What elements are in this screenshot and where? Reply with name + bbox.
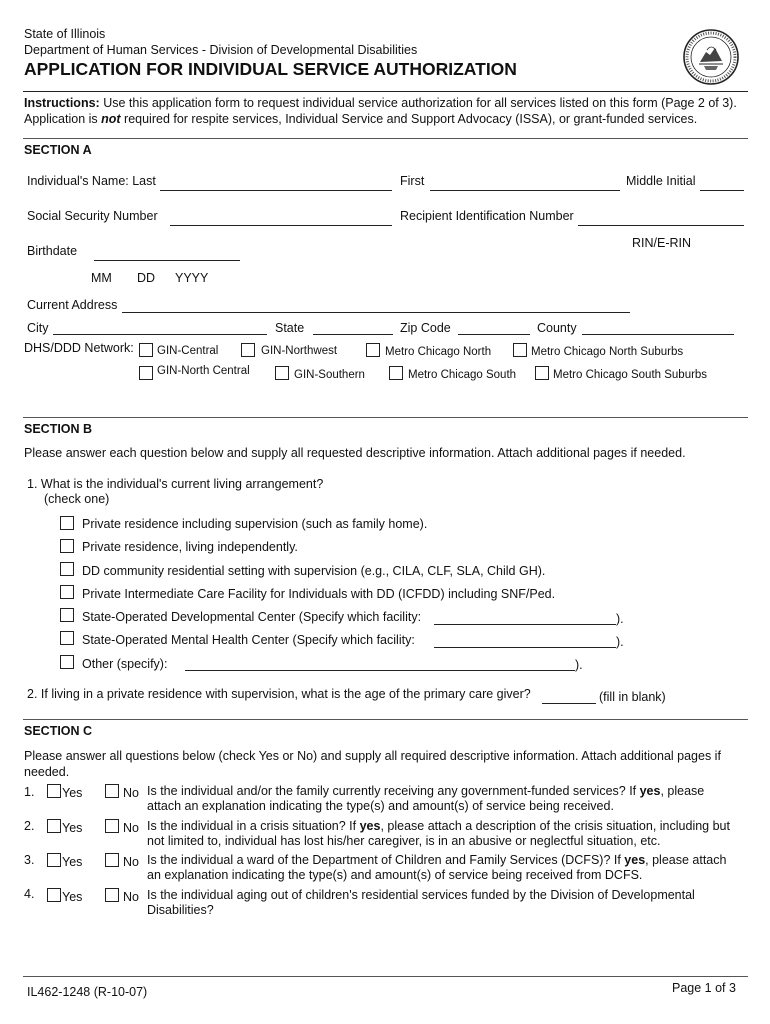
c-question-1-text-2: attach an explanation indicating the type(s) and amount(s) of service being received.: [147, 799, 614, 813]
birthdate-dd: DD: [137, 271, 156, 285]
question-1: 1. What is the individual's current living arrangement?: [27, 477, 324, 491]
section-a-heading: SECTION A: [24, 143, 92, 157]
instructions-line2-post: required for respite services, Individual Service and Support Advocacy (ISSA), or grant-funded services.: [120, 112, 698, 126]
network-checkbox-gin-southern[interactable]: [275, 366, 289, 380]
fill-in-blank-label: (fill in blank): [599, 690, 666, 704]
c-question-1-no-label: No: [123, 786, 139, 800]
network-metro-north-label: Metro Chicago North: [385, 346, 492, 358]
c-question-2-number: 2.: [24, 819, 35, 833]
address-field[interactable]: [122, 312, 630, 313]
c-question-2-text-a: Is the individual in a crisis situation? If: [147, 819, 360, 833]
c-question-1-no-checkbox[interactable]: [105, 784, 119, 798]
page-number: Page 1 of 3: [672, 981, 736, 995]
state-name: State of Illinois: [24, 27, 106, 41]
c-question-3-yes-label: Yes: [62, 855, 83, 869]
living-option-3-label: DD community residential setting with supervision (e.g., CILA, CLF, SLA, Child GH).: [82, 564, 546, 578]
c-question-3-text-c: , please attach: [645, 853, 727, 867]
living-option-1-checkbox[interactable]: [60, 516, 74, 530]
living-option-3-checkbox[interactable]: [60, 562, 74, 576]
c-question-1-yes-emphasis: yes: [639, 784, 661, 798]
birthdate-label: Birthdate: [27, 244, 78, 258]
c-question-1-text: [147, 784, 704, 798]
county-label: County: [537, 321, 577, 335]
network-checkbox-gin-northwest[interactable]: [241, 343, 255, 357]
network-checkbox-metro-north-suburbs[interactable]: [513, 343, 527, 357]
c-question-3-yes-emphasis: yes: [624, 853, 646, 867]
instructions-line2-pre: Application is: [24, 112, 102, 126]
other-specify-field[interactable]: [185, 670, 575, 671]
c-question-3-no-checkbox[interactable]: [105, 853, 119, 867]
living-option-5-label: State-Operated Developmental Center (Specify which facility:: [82, 610, 422, 624]
network-label: DHS/DDD Network:: [24, 341, 134, 355]
question-2: 2. If living in a private residence with supervision, what is the age of the primary care giver?: [27, 687, 531, 701]
living-option-1-label: Private residence including supervision (such as family home).: [82, 517, 428, 531]
instructions-emphasis: not: [101, 112, 121, 126]
address-label: Current Address: [27, 298, 118, 312]
c-question-2-text-c: , please attach a description of the crisis situation, including but: [380, 819, 730, 833]
network-checkbox-metro-south-suburbs[interactable]: [535, 366, 549, 380]
living-option-6-label: State-Operated Mental Health Center (Specify which facility:: [82, 633, 415, 647]
question-1-sub: (check one): [44, 492, 110, 506]
network-metro-north-suburbs-label: Metro Chicago North Suburbs: [531, 346, 684, 358]
c-question-2-yes-checkbox[interactable]: [47, 819, 61, 833]
c-question-4-text-2: Disabilities?: [147, 903, 214, 917]
caregiver-age-field[interactable]: [542, 703, 596, 704]
birthdate-yyyy: YYYY: [175, 271, 209, 285]
c-question-1-yes-checkbox[interactable]: [47, 784, 61, 798]
c-question-1-number: 1.: [24, 785, 35, 799]
network-gin-north-central-label: GIN-North Central: [157, 365, 250, 377]
network-gin-northwest-label: GIN-Northwest: [261, 345, 338, 357]
developmental-center-field[interactable]: [434, 624, 616, 625]
c-question-1-text-a: Is the individual and/or the family currently receiving any government-funded services? If: [147, 784, 640, 798]
instructions-text: Use this application form to request individual service authorization for all services listed on this form (Page 2 of 3).: [103, 96, 737, 110]
network-checkbox-gin-north-central[interactable]: [139, 366, 153, 380]
c-question-4-text: Is the individual aging out of children's residential services funded by the Division of Developmental: [147, 888, 695, 902]
network-checkbox-metro-chicago-south[interactable]: [389, 366, 403, 380]
close-paren-2: ).: [616, 635, 624, 649]
c-question-1-text-c: , please: [660, 784, 705, 798]
c-question-2-yes-label: Yes: [62, 821, 83, 835]
c-question-2-no-checkbox[interactable]: [105, 819, 119, 833]
c-question-3-text-2: an explanation indicating the type(s) and amount(s) of service being received from DCFS.: [147, 868, 643, 882]
c-question-4-no-checkbox[interactable]: [105, 888, 119, 902]
network-checkbox-metro-chicago-north[interactable]: [366, 343, 380, 357]
network-metro-south-suburbs-label: Metro Chicago South Suburbs: [553, 369, 708, 381]
c-question-2-no-label: No: [123, 821, 139, 835]
birthdate-mm: MM: [91, 271, 112, 285]
department-name: Department of Human Services - Division of Developmental Disabilities: [24, 43, 418, 57]
last-name-field[interactable]: [160, 190, 392, 191]
network-checkbox-gin-central[interactable]: [139, 343, 153, 357]
state-seal-image: [682, 28, 740, 86]
section-b-intro: Please answer each question below and supply all requested descriptive information. Attach additional pages if needed.: [24, 446, 686, 460]
recipient-id-label: Recipient Identification Number: [400, 209, 574, 223]
c-question-2-text: [147, 819, 730, 833]
ssn-field[interactable]: [170, 225, 392, 226]
ssn-label: Social Security Number: [27, 209, 158, 223]
zip-field[interactable]: [458, 334, 530, 335]
middle-initial-field[interactable]: [700, 190, 744, 191]
c-question-3-no-label: No: [123, 855, 139, 869]
state-field[interactable]: [313, 334, 393, 335]
c-question-4-number: 4.: [24, 887, 35, 901]
living-option-4-label: Private Intermediate Care Facility for Individuals with DD (ICFDD) including SNF/Ped.: [82, 587, 556, 601]
c-question-3-text: [147, 853, 726, 867]
page-title: APPLICATION FOR INDIVIDUAL SERVICE AUTHORIZATION: [24, 59, 517, 79]
living-option-7-checkbox[interactable]: [60, 655, 74, 669]
living-option-6-checkbox[interactable]: [60, 631, 74, 645]
rin-label: RIN/E-RIN: [632, 236, 692, 250]
c-question-2-text-2: not limited to, individual has lost his/her caregiver, is in an abusive or neglectful situation, etc.: [147, 834, 661, 848]
city-label: City: [27, 321, 49, 335]
first-name-field[interactable]: [430, 190, 620, 191]
section-c-intro-1: Please answer all questions below (check Yes or No) and supply all required descriptive information. Attach additional pages if: [24, 749, 721, 763]
mental-health-center-field[interactable]: [434, 647, 616, 648]
instructions-label: Instructions:: [24, 96, 100, 110]
birthdate-field[interactable]: [94, 260, 240, 261]
form-id: IL462-1248 (R-10-07): [27, 985, 148, 999]
living-option-7-label: Other (specify):: [82, 657, 168, 671]
recipient-id-field[interactable]: [578, 225, 744, 226]
section-c-intro-2: needed.: [24, 765, 70, 779]
living-option-4-checkbox[interactable]: [60, 585, 74, 599]
c-question-2-yes-emphasis: yes: [359, 819, 381, 833]
c-question-4-yes-label: Yes: [62, 890, 83, 904]
c-question-3-yes-checkbox[interactable]: [47, 853, 61, 867]
network-metro-south-label: Metro Chicago South: [408, 369, 517, 381]
c-question-1-yes-label: Yes: [62, 786, 83, 800]
section-c-heading: SECTION C: [24, 724, 93, 738]
c-question-4-yes-checkbox[interactable]: [47, 888, 61, 902]
county-field[interactable]: [582, 334, 734, 335]
living-option-2-label: Private residence, living independently.: [82, 540, 298, 554]
close-paren-3: ).: [575, 658, 583, 672]
living-option-5-checkbox[interactable]: [60, 608, 74, 622]
c-question-3-text-a: Is the individual a ward of the Department of Children and Family Services (DCFS)? If: [147, 853, 625, 867]
instructions-line-2: [24, 112, 697, 126]
living-option-2-checkbox[interactable]: [60, 539, 74, 553]
middle-initial-label: Middle Initial: [626, 174, 696, 188]
c-question-3-number: 3.: [24, 853, 35, 867]
city-field[interactable]: [53, 334, 267, 335]
last-name-label: Individual's Name: Last: [27, 174, 156, 188]
instructions-line-1: [24, 96, 737, 110]
c-question-4-no-label: No: [123, 890, 139, 904]
section-b-heading: SECTION B: [24, 422, 93, 436]
close-paren-1: ).: [616, 612, 624, 626]
network-gin-southern-label: GIN-Southern: [294, 369, 365, 381]
network-gin-central-label: GIN-Central: [157, 345, 219, 357]
zip-label: Zip Code: [400, 321, 451, 335]
first-name-label: First: [400, 174, 425, 188]
state-label: State: [275, 321, 305, 335]
